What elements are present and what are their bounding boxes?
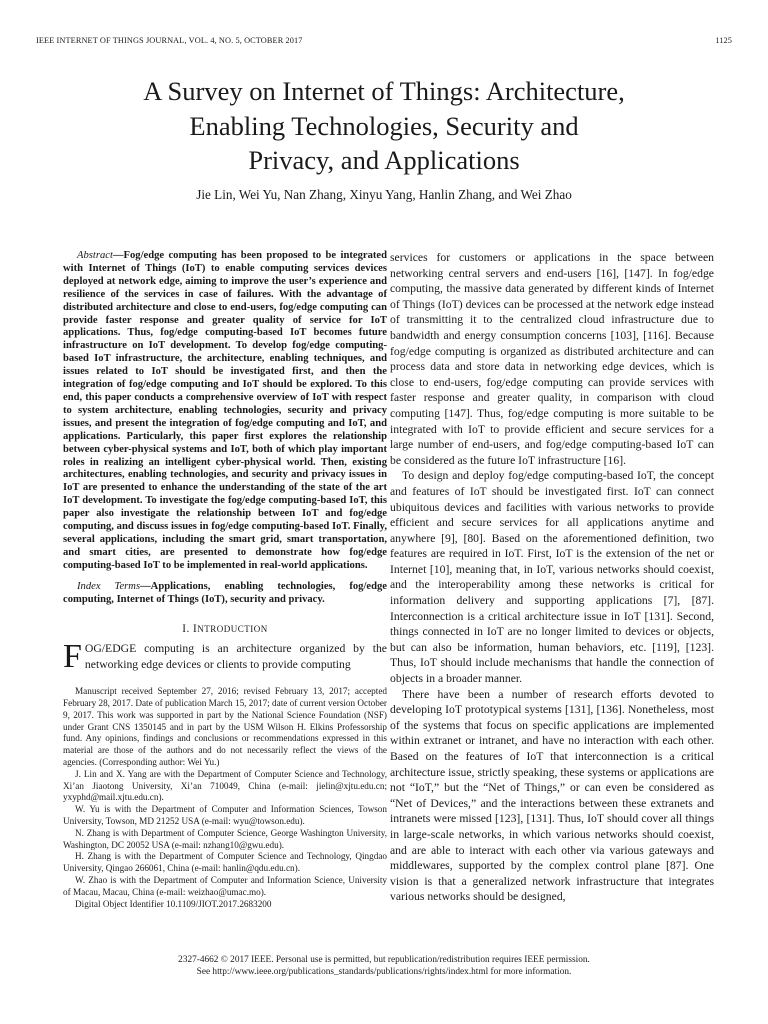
footnote-doi: Digital Object Identifier 10.1109/JIOT.2017.2683200: [75, 898, 272, 909]
drop-cap: F: [63, 638, 82, 676]
footnote-yu: W. Yu is with the Department of Computer and Information Sciences, Towson University, Towson, MD 21252 USA (e-mail: wyu@towson.edu).: [63, 804, 387, 827]
title-line-1: A Survey on Internet of Things: Architecture,: [143, 76, 625, 106]
title-line-3: Privacy, and Applications: [248, 145, 520, 175]
journal-name: IEEE INTERNET OF THINGS JOURNAL, VOL. 4, NO. 5, OCTOBER 2017: [36, 36, 303, 45]
abstract-label: Abstract: [77, 250, 113, 261]
section-numeral: I.: [182, 623, 194, 636]
body-paragraph: There have been a number of research efforts devoted to developing IoT prototypical systems [131], [136]. Nonetheless, most of the systems that focus on specific applications are implemented within extranet or intranet, and have no interaction with each other. Based on the features of IoT that interconnection is a critical architecture issue, strictly speaking, these systems or applications are not “IoT,” but the “Net of Things,” or can even be considered as “Net of Devices,” and the interactions between these extranets and intranets were missed [123], [131]. Thus, IoT should cover all things in large-scale networks, in which various networks should coexist, and are able to interact with each other via various gateways and middlewares, supported by the complex control plane [87]. One vision is that a generalized network infrastructure that integrates various networks should be designed,: [390, 687, 714, 904]
page-number: 1125: [715, 36, 732, 45]
footnote-manuscript: Manuscript received September 27, 2016; revised February 13, 2017; accepted February 28, 2017. Date of publication March 15, 2017; date of current version October 9, 2017. This work was supported in part by the National Science Foundation (NSF) under Grant CNS 1350145 and in part by the USM Wilson H. Elkins Professorship fund. Any opinions, findings and conclusions or recommendations expressed in this material are those of the authors and do not necessarily reflect the views of the agencies. (Corresponding author: Wei Yu.): [63, 686, 387, 768]
copyright-footer: [0, 954, 768, 978]
author-list: Jie Lin, Wei Yu, Nan Zhang, Xinyu Yang, Hanlin Zhang, and Wei Zhao: [196, 187, 572, 202]
index-terms-label: Index Terms: [77, 580, 141, 592]
intro-text: OG/EDGE computing is an architecture organized by the networking edge devices or clients to provide computing: [84, 642, 387, 671]
index-terms: [63, 581, 387, 607]
paper-title: [40, 74, 728, 178]
right-column: [390, 250, 714, 905]
left-column: [63, 250, 387, 910]
rights-url-line: See http://www.ieee.org/publications_standards/publications/rights/index.html for more information.: [196, 967, 572, 977]
footnote-lin-yang: J. Lin and X. Yang are with the Department of Computer Science and Technology, Xi’an Jiaotong University, Xi’an 710049, China (e-mail: jielin@xjtu.edu.cn; yxyphd@mail.xjtu.edu.cn).: [63, 768, 387, 803]
intro-paragraph: [63, 638, 387, 676]
index-terms-text: —Applications, enabling technologies, fog/edge computing, Internet of Things (IoT), security and privacy.: [63, 580, 387, 605]
footnote-hzhang: H. Zhang is with the Department of Computer Science and Technology, Qingdao University, Qingao 266061, China (e-mail: hanlin@qdu.edu.cn).: [63, 851, 387, 874]
body-paragraph: services for customers or applications in the space between networking central servers and end-users [16], [147]. In fog/edge computing, the massive data generated by different kinds of Internet of Things (IoT) devices can be processed at the network edge instead of transmitting it to the centralized cloud infrastructure due to bandwidth and energy consumption concerns [103], [116]. Because fog/edge computing is organized as distributed architecture and can process data and store data in networking edge devices, which is close to end-users, fog/edge computing can provide services with faster response and greater quality, in comparison with cloud computing [147]. Thus, fog/edge computing is more suitable to be integrated with IoT to provide efficient and secure services for a large number of end-users, and fog/edge computing-based IoT can be considered as the future IoT infrastructure [16].: [390, 251, 714, 467]
section-heading-introduction: [63, 623, 387, 635]
body-paragraph: To design and deploy fog/edge computing-based IoT, the concept and features of IoT should be investigated first. IoT can connect ubiquitous devices and facilities with various networks to provide efficient and secure services for all applications anytime and anywhere [9], [80]. Based on the aforementioned definition, two features are required in IoT. First, IoT is the extension of the net or Internet [10], meaning that, in IoT, various networks should coexist, and the interoperability among these networks is critical for information delivery and supporting applications [7], [87]. Interconnection is a critical architecture issue in IoT [131]. Second, things connected in IoT are no longer limited to devices or objects, but can also be information, human behaviors, etc. [119], [123]. Thus, IoT should include mechanisms that handle the connection of objects in a broader manner.: [390, 469, 714, 686]
running-header: [36, 36, 732, 48]
footnote-nzhang: N. Zhang is with Department of Computer Science, George Washington University, Washington, DC 20052 USA (e-mail: nzhang10@gwu.edu).: [63, 827, 387, 850]
section-rest: NTRODUCTION: [197, 624, 268, 635]
abstract: [63, 250, 387, 573]
copyright-line: 2327-4662 © 2017 IEEE. Personal use is permitted, but republication/redistribution requires IEEE permission.: [178, 955, 590, 965]
footnotes: [63, 686, 387, 910]
footnote-zhao: W. Zhao is with the Department of Computer and Information Science, University of Macau, Macau, China (e-mail: weizhao@umac.mo).: [63, 875, 387, 897]
title-line-2: Enabling Technologies, Security and: [189, 110, 579, 141]
section-first-letter: I: [193, 623, 198, 636]
abstract-text: —Fog/edge computing has been proposed to be integrated with Internet of Things (IoT) to enable computing services devices deployed at network edge, aiming to improve the user’s experience and resilience of the services in case of failures. With the advantage of distributed architecture and close to end-users, fog/edge computing can provide faster response and greater quality of service for IoT applications. Thus, fog/edge computing-based IoT becomes future infrastructure on IoT development. To develop fog/edge computing-based IoT infrastructure, the architecture, enabling techniques, and issues related to IoT should be investigated first, and then the integration of fog/edge computing and IoT should be explored. To this end, this paper conducts a comprehensive overview of IoT with respect to system architecture, enabling technologies, security and privacy issues, and present the integration of fog/edge computing and IoT, and applications. Particularly, this paper first explores the relationship between cyber-physical systems and IoT, both of which play important roles in realizing an intelligent cyber-physical world. Then, existing architectures, enabling technologies, and security and privacy issues in IoT are presented to enhance the understanding of the state of the art IoT development. To investigate the fog/edge computing-based IoT, this paper also investigate the relationship between IoT and fog/edge computing, and discuss issues in fog/edge computing-based IoT. Finally, several applications, including the smart grid, smart transportation, and smart cities, are presented to demonstrate how fog/edge computing-based IoT to be implemented in real-world applications.: [63, 250, 387, 571]
